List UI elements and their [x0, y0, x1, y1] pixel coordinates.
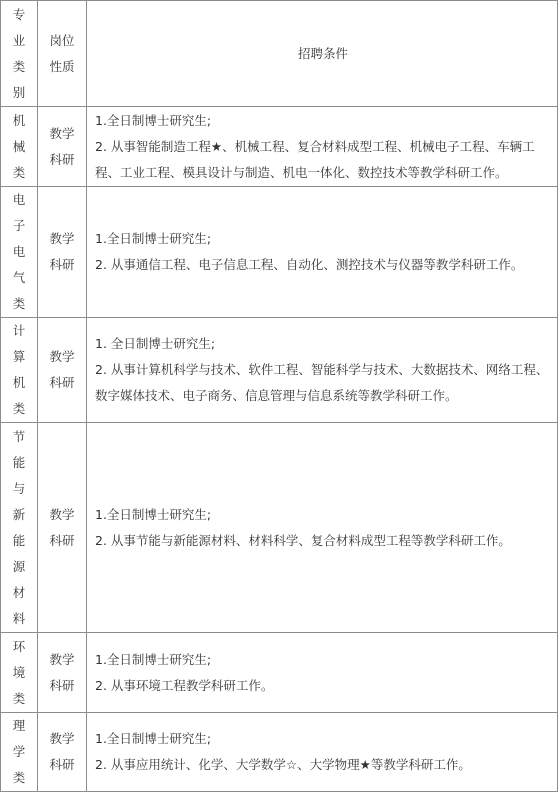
type-line: 教学	[49, 506, 75, 522]
requirement-line: 2. 从事智能制造工程★、机械工程、复合材料成型工程、机械电子工程、车辆工程、工业工程、模具设计与制造、机电一体化、数控技术等教学科研工作。	[95, 138, 535, 180]
requirement-line: 2. 从事应用统计、化学、大学数学☆、大学物理★等教学科研工作。	[95, 757, 471, 772]
type-line: 教学	[49, 125, 75, 141]
type-cell	[38, 713, 87, 792]
type-line: 科研	[49, 677, 75, 693]
type-cell	[38, 187, 87, 318]
category-char: 料	[12, 610, 26, 626]
category-char: 材	[12, 584, 26, 600]
category-char: 算	[12, 349, 26, 364]
type-line: 科研	[49, 532, 75, 548]
category-char: 与	[12, 480, 26, 496]
header-type-line: 岗位	[49, 32, 75, 48]
category-char: 机	[12, 112, 26, 128]
type-cell	[38, 107, 87, 187]
category-char: 气	[12, 270, 26, 285]
requirement-line: 2. 从事计算机科学与技术、软件工程、智能科学与技术、大数据技术、网络工程、数字媒体技术、电子商务、信息管理与信息系统等教学科研工作。	[95, 362, 549, 403]
category-char: 械	[12, 138, 26, 154]
category-cell	[1, 423, 38, 633]
category-cell	[1, 633, 38, 713]
type-cell	[38, 633, 87, 713]
header-requirement-cell: 招聘条件	[87, 1, 558, 107]
type-line: 科研	[49, 375, 75, 390]
category-char: 能	[12, 454, 26, 470]
table-row	[1, 713, 558, 792]
header-category-char: 别	[12, 84, 26, 100]
category-char: 新	[12, 506, 26, 522]
requirement-line: 1.全日制博士研究生;	[95, 112, 212, 128]
category-char: 机	[12, 375, 26, 390]
category-char: 子	[12, 218, 26, 233]
type-line: 教学	[49, 231, 75, 246]
requirement-line: 1.全日制博士研究生;	[95, 231, 212, 246]
type-line: 科研	[49, 757, 75, 772]
category-char: 类	[12, 296, 26, 311]
category-char: 类	[12, 690, 26, 706]
category-char: 源	[12, 558, 26, 574]
category-char: 计	[12, 323, 26, 338]
category-char: 环	[12, 638, 26, 654]
requirement-line: 1.全日制博士研究生;	[95, 651, 212, 667]
category-char: 电	[12, 244, 26, 259]
type-line: 教学	[49, 731, 75, 746]
category-cell	[1, 318, 38, 423]
category-cell	[1, 187, 38, 318]
requirement-line: 1.全日制博士研究生;	[95, 506, 212, 522]
header-category-cell	[1, 1, 38, 107]
category-char: 类	[12, 770, 26, 785]
header-type-line: 性质	[49, 58, 75, 74]
requirement-cell	[87, 713, 558, 792]
category-char: 能	[12, 532, 26, 548]
type-line: 科研	[49, 257, 75, 272]
table-row	[1, 187, 558, 318]
requirement-cell	[87, 318, 558, 423]
type-line: 教学	[49, 349, 75, 364]
requirement-cell	[87, 187, 558, 318]
requirement-line: 1.全日制博士研究生;	[95, 731, 212, 746]
requirement-line: 2. 从事通信工程、电子信息工程、自动化、测控技术与仪器等教学科研工作。	[95, 257, 524, 272]
requirement-cell	[87, 107, 558, 187]
requirement-line: 2. 从事环境工程教学科研工作。	[95, 677, 274, 693]
category-char: 类	[12, 401, 26, 416]
type-line: 教学	[49, 651, 75, 667]
category-char: 电	[12, 192, 26, 207]
type-cell	[38, 423, 87, 633]
category-cell	[1, 107, 38, 187]
category-cell	[1, 713, 38, 792]
table-row	[1, 107, 558, 187]
table-row	[1, 318, 558, 423]
requirement-line: 1. 全日制博士研究生;	[95, 336, 216, 351]
requirement-cell	[87, 633, 558, 713]
requirement-line: 2. 从事节能与新能源材料、材料科学、复合材料成型工程等教学科研工作。	[95, 532, 511, 548]
table-header-row	[1, 1, 558, 107]
header-category-char: 类	[12, 58, 26, 74]
type-cell	[38, 318, 87, 423]
requirement-cell	[87, 423, 558, 633]
category-char: 境	[12, 664, 26, 680]
type-line: 科研	[49, 151, 75, 167]
category-char: 理	[12, 718, 26, 733]
table-row	[1, 633, 558, 713]
category-char: 学	[12, 744, 26, 759]
header-category-char: 专	[12, 6, 26, 22]
category-char: 类	[12, 164, 26, 180]
header-category-char: 业	[12, 32, 26, 48]
header-type-cell	[38, 1, 87, 107]
table-row	[1, 423, 558, 633]
category-char: 节	[12, 428, 26, 444]
